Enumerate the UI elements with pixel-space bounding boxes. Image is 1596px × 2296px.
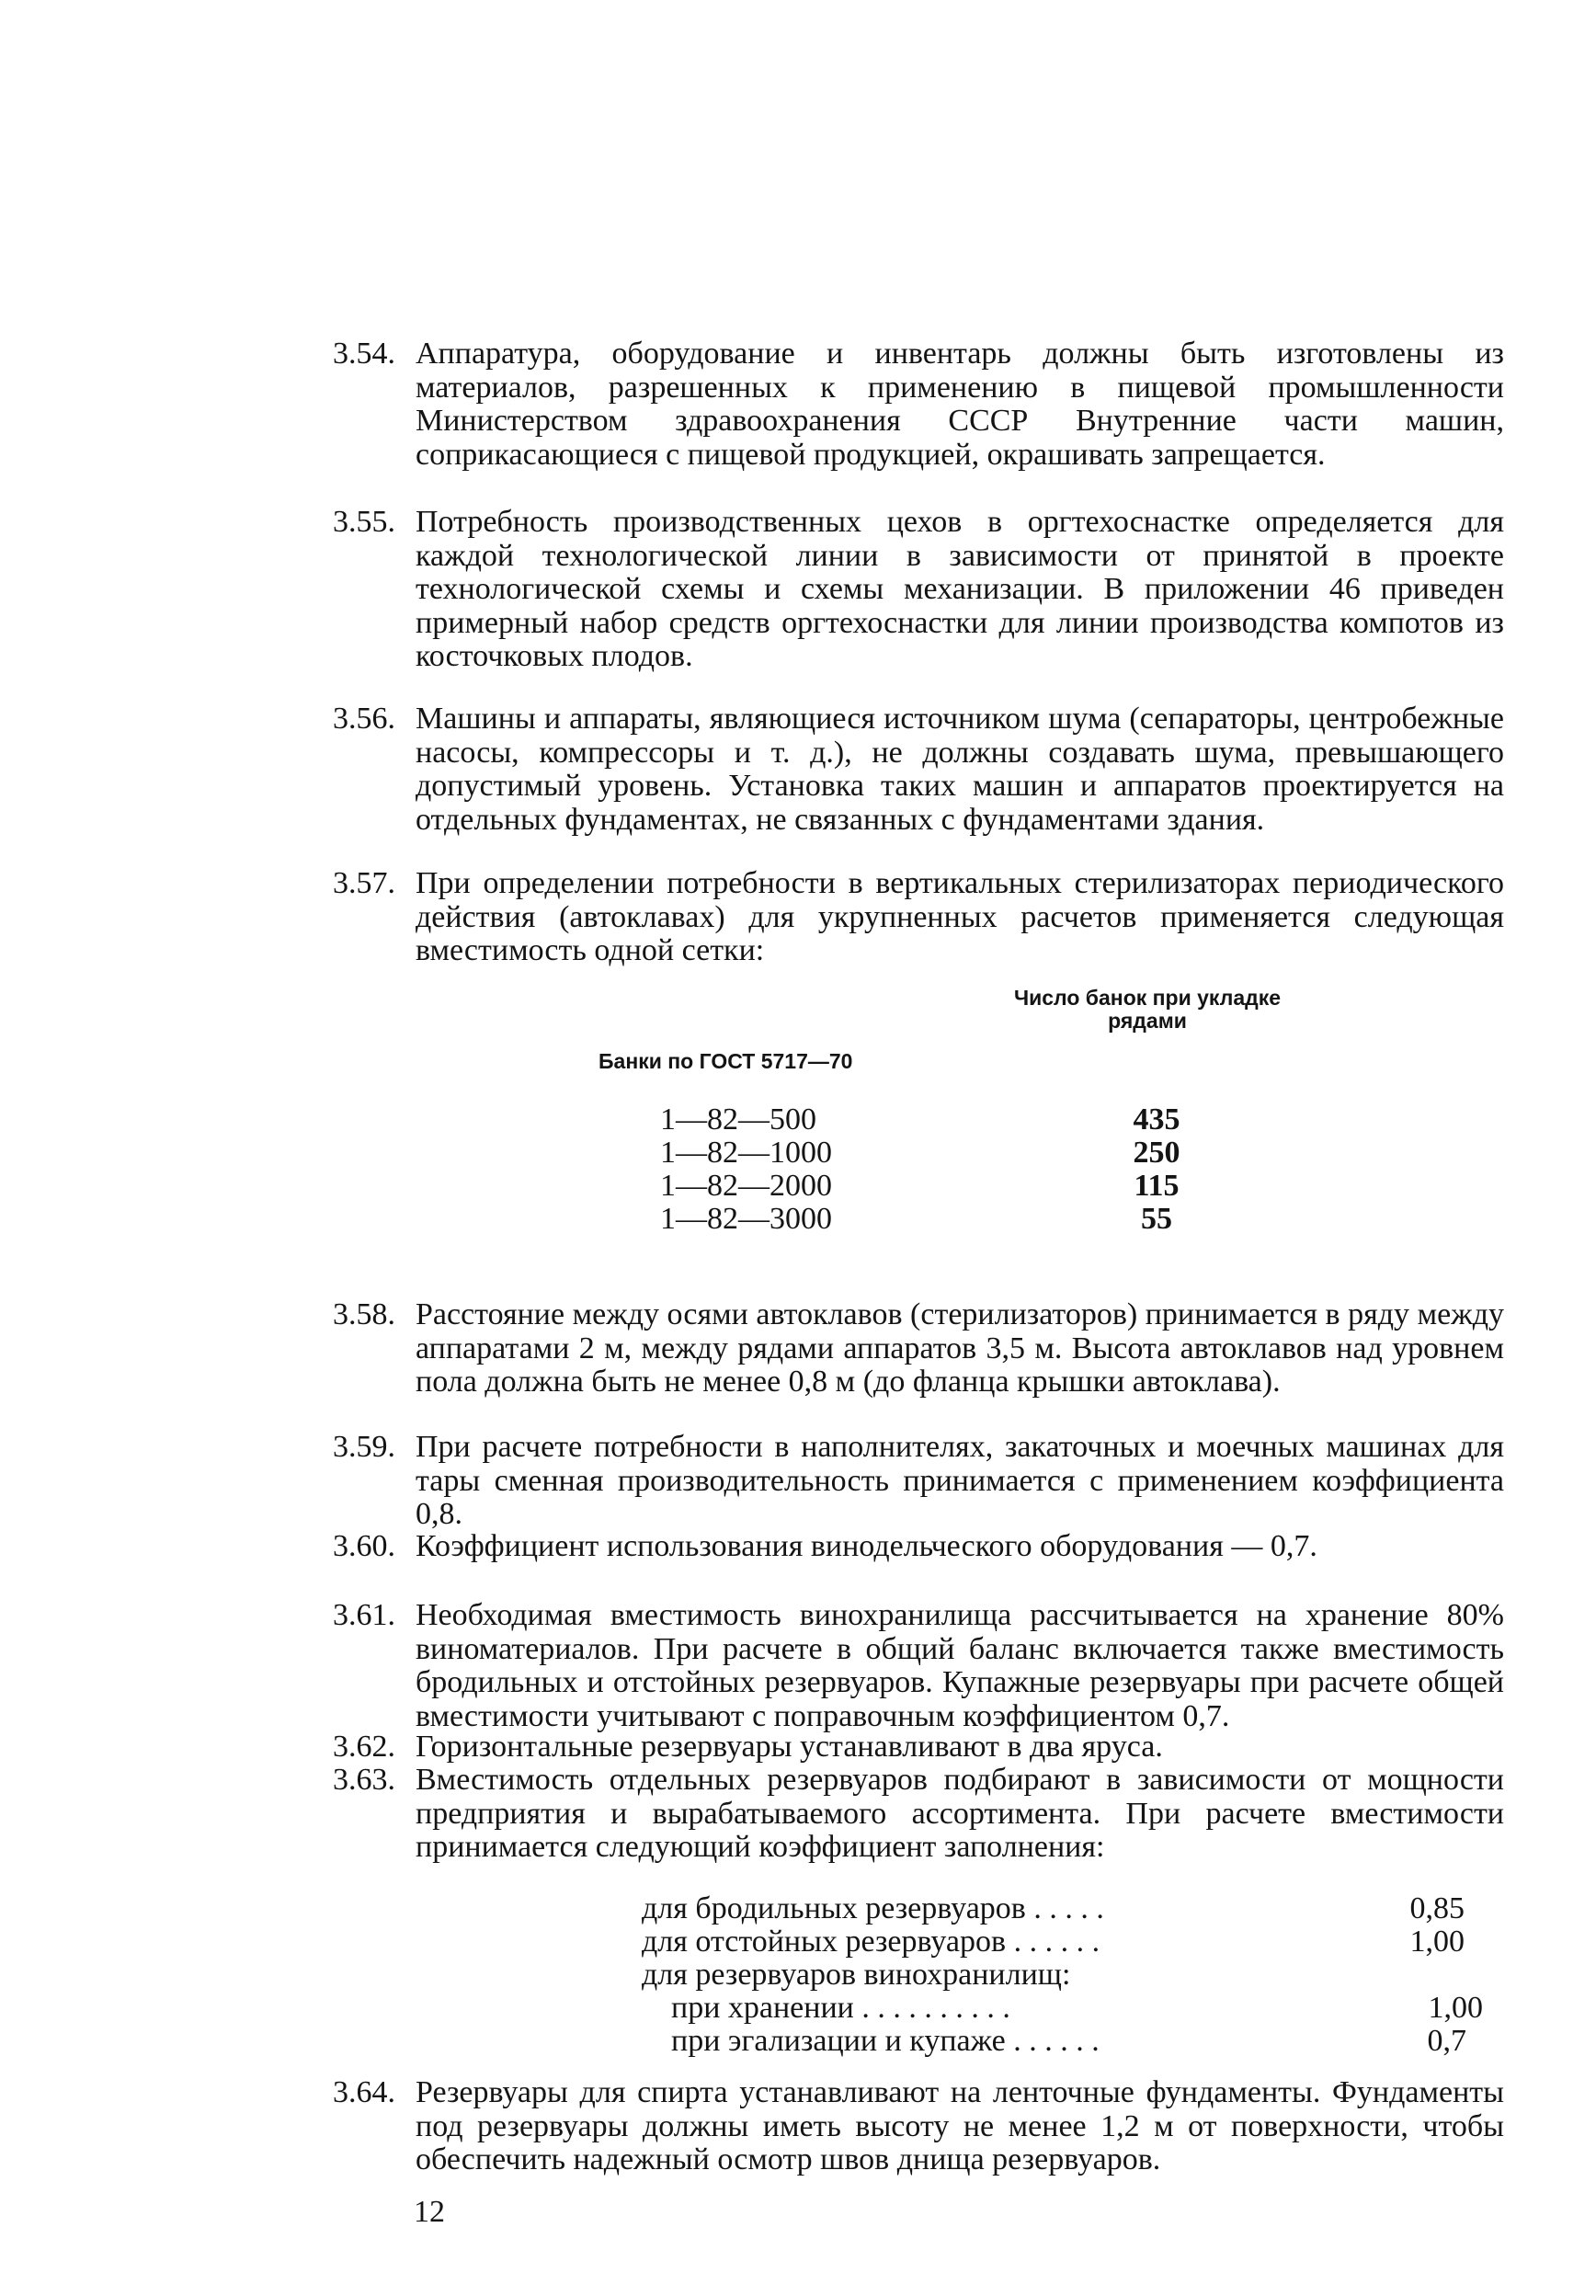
- list-item: [642, 1959, 1465, 1992]
- jar-type-cell: 1—82—2000: [660, 1169, 832, 1203]
- paragraph-text: Аппаратура, оборудование и инвентарь должны быть изготовлены из материалов, разрешенных к применению в пищевой промышленности Министерством здравоохранения СССР Внутренние части машин, соприкасающиеся с пищевой продукцией, окрашивать запрещается.: [416, 337, 1504, 472]
- paragraph-text: Резервуары для спирта устанавливают на ленточные фундаменты. Фундаменты под резервуары должны иметь высоту не менее 1,2 м от поверхности, чтобы обеспечить надежный осмотр швов днища резервуаров.: [416, 2075, 1504, 2176]
- coefficient-value: 0,85: [1409, 1891, 1465, 1925]
- paragraph-text: Коэффициент использования винодельческого оборудования — 0,7.: [416, 1529, 1317, 1563]
- paragraph-3-62: [333, 1730, 1504, 1765]
- paragraph-text: При расчете потребности в наполнителях, закаточных и моечных машинах для тары сменная производительность принимается с применением коэффициента 0,8.: [416, 1430, 1504, 1531]
- table-row: [0, 1203, 1596, 1236]
- coefficient-label: для бродильных резервуаров . . . . .: [642, 1891, 1104, 1925]
- paragraph-number: 3.57.: [333, 866, 395, 900]
- list-item: [671, 1992, 1483, 2025]
- jar-type-cell: 1—82—3000: [660, 1202, 832, 1236]
- paragraph-3-55: [333, 505, 1504, 674]
- jar-count-cell: 115: [1134, 1169, 1180, 1203]
- paragraph-3-63: [333, 1763, 1504, 1865]
- paragraph-text: При определении потребности в вертикальных стерилизаторах периодического действия (автоклавах) для укрупненных расчетов применяется следующая вместимость одной сетки:: [416, 866, 1504, 967]
- jar-count-cell: 435: [1133, 1102, 1180, 1137]
- paragraph-3-59: [333, 1430, 1504, 1532]
- paragraph-3-60: [333, 1529, 1504, 1564]
- paragraph-text: Вместимость отдельных резервуаров подбирают в зависимости от мощности предприятия и вырабатываемого ассортимента. При расчете вместимости принимается следующий коэффициент заполнения:: [416, 1763, 1504, 1864]
- coefficient-label: при эгализации и купаже . . . . . .: [671, 2024, 1100, 2058]
- paragraph-text: Потребность производственных цехов в оргтехоснастке определяется для каждой технологической линии в зависимости от принятой в проекте технологической схемы и схемы механизации. В приложении 46 приведен примерный набор средств оргтехоснастки для линии производства компотов из косточковых плодов.: [416, 505, 1504, 673]
- paragraph-3-54: [333, 337, 1504, 472]
- jar-count-cell: 250: [1133, 1136, 1180, 1170]
- paragraph-number: 3.64.: [333, 2075, 395, 2109]
- table-row: [0, 1137, 1596, 1170]
- paragraph-number: 3.62.: [333, 1730, 395, 1764]
- paragraph-number: 3.59.: [333, 1430, 395, 1464]
- paragraph-number: 3.55.: [333, 505, 395, 539]
- paragraph-number: 3.54.: [333, 337, 395, 371]
- paragraph-text: Расстояние между осями автоклавов (стерилизаторов) принимается в ряду между аппаратами 2 м, между рядами аппаратов 3,5 м. Высота автоклавов над уровнем пола должна быть не менее 0,8 м (до фланца крышки автоклава).: [416, 1297, 1504, 1399]
- jar-type-cell: 1—82—500: [660, 1102, 816, 1137]
- table-row: [0, 1170, 1596, 1203]
- paragraph-3-64: [333, 2075, 1504, 2177]
- paragraph-number: 3.61.: [333, 1598, 395, 1632]
- paragraph-3-57: [333, 866, 1504, 968]
- jar-type-column-header: Банки по ГОСТ 5717—70: [598, 1049, 853, 1073]
- coefficient-value: 1,00: [1409, 1925, 1465, 1959]
- coefficient-label: для отстойных резервуаров . . . . . .: [642, 1925, 1100, 1959]
- paragraph-number: 3.60.: [333, 1529, 395, 1563]
- coefficient-label: для резервуаров винохранилищ:: [642, 1958, 1071, 1992]
- paragraph-number: 3.56.: [333, 702, 395, 736]
- paragraph-text: Горизонтальные резервуары устанавливают в два яруса.: [416, 1730, 1163, 1764]
- jar-count-column-header: Число банок при укладке рядами: [1013, 986, 1282, 1033]
- jar-count-cell: 55: [1141, 1202, 1172, 1236]
- coefficient-value: 0,7: [1427, 2024, 1466, 2058]
- coefficient-label: при хранении . . . . . . . . . .: [671, 1991, 1010, 2025]
- paragraph-3-56: [333, 702, 1504, 837]
- paragraph-text: Машины и аппараты, являющиеся источником шума (сепараторы, центробежные насосы, компрессоры и т. д.), не должны создавать шума, превышающего допустимый уровень. Установка таких машин и аппаратов проектируется на отдельных фундаментах, не связанных с фундаментами здания.: [416, 702, 1504, 837]
- jar-type-cell: 1—82—1000: [660, 1136, 832, 1170]
- paragraph-text: Необходимая вместимость винохранилища рассчитывается на хранение 80% виноматериалов. При расчете в общий баланс включается также вместимость бродильных и отстойных резервуаров. Купажные резервуары при расчете общей вместимости учитывают с поправочным коэффициентом 0,7.: [416, 1598, 1504, 1733]
- paragraph-3-61: [333, 1598, 1504, 1733]
- paragraph-3-58: [333, 1297, 1504, 1399]
- page-number: 12: [414, 2195, 445, 2229]
- paragraph-number: 3.58.: [333, 1297, 395, 1331]
- paragraph-number: 3.63.: [333, 1763, 395, 1797]
- table-row: [0, 1103, 1596, 1137]
- list-item: [671, 2025, 1466, 2058]
- list-item: [642, 1892, 1465, 1925]
- coefficient-value: 1,00: [1428, 1991, 1483, 2025]
- list-item: [642, 1925, 1465, 1959]
